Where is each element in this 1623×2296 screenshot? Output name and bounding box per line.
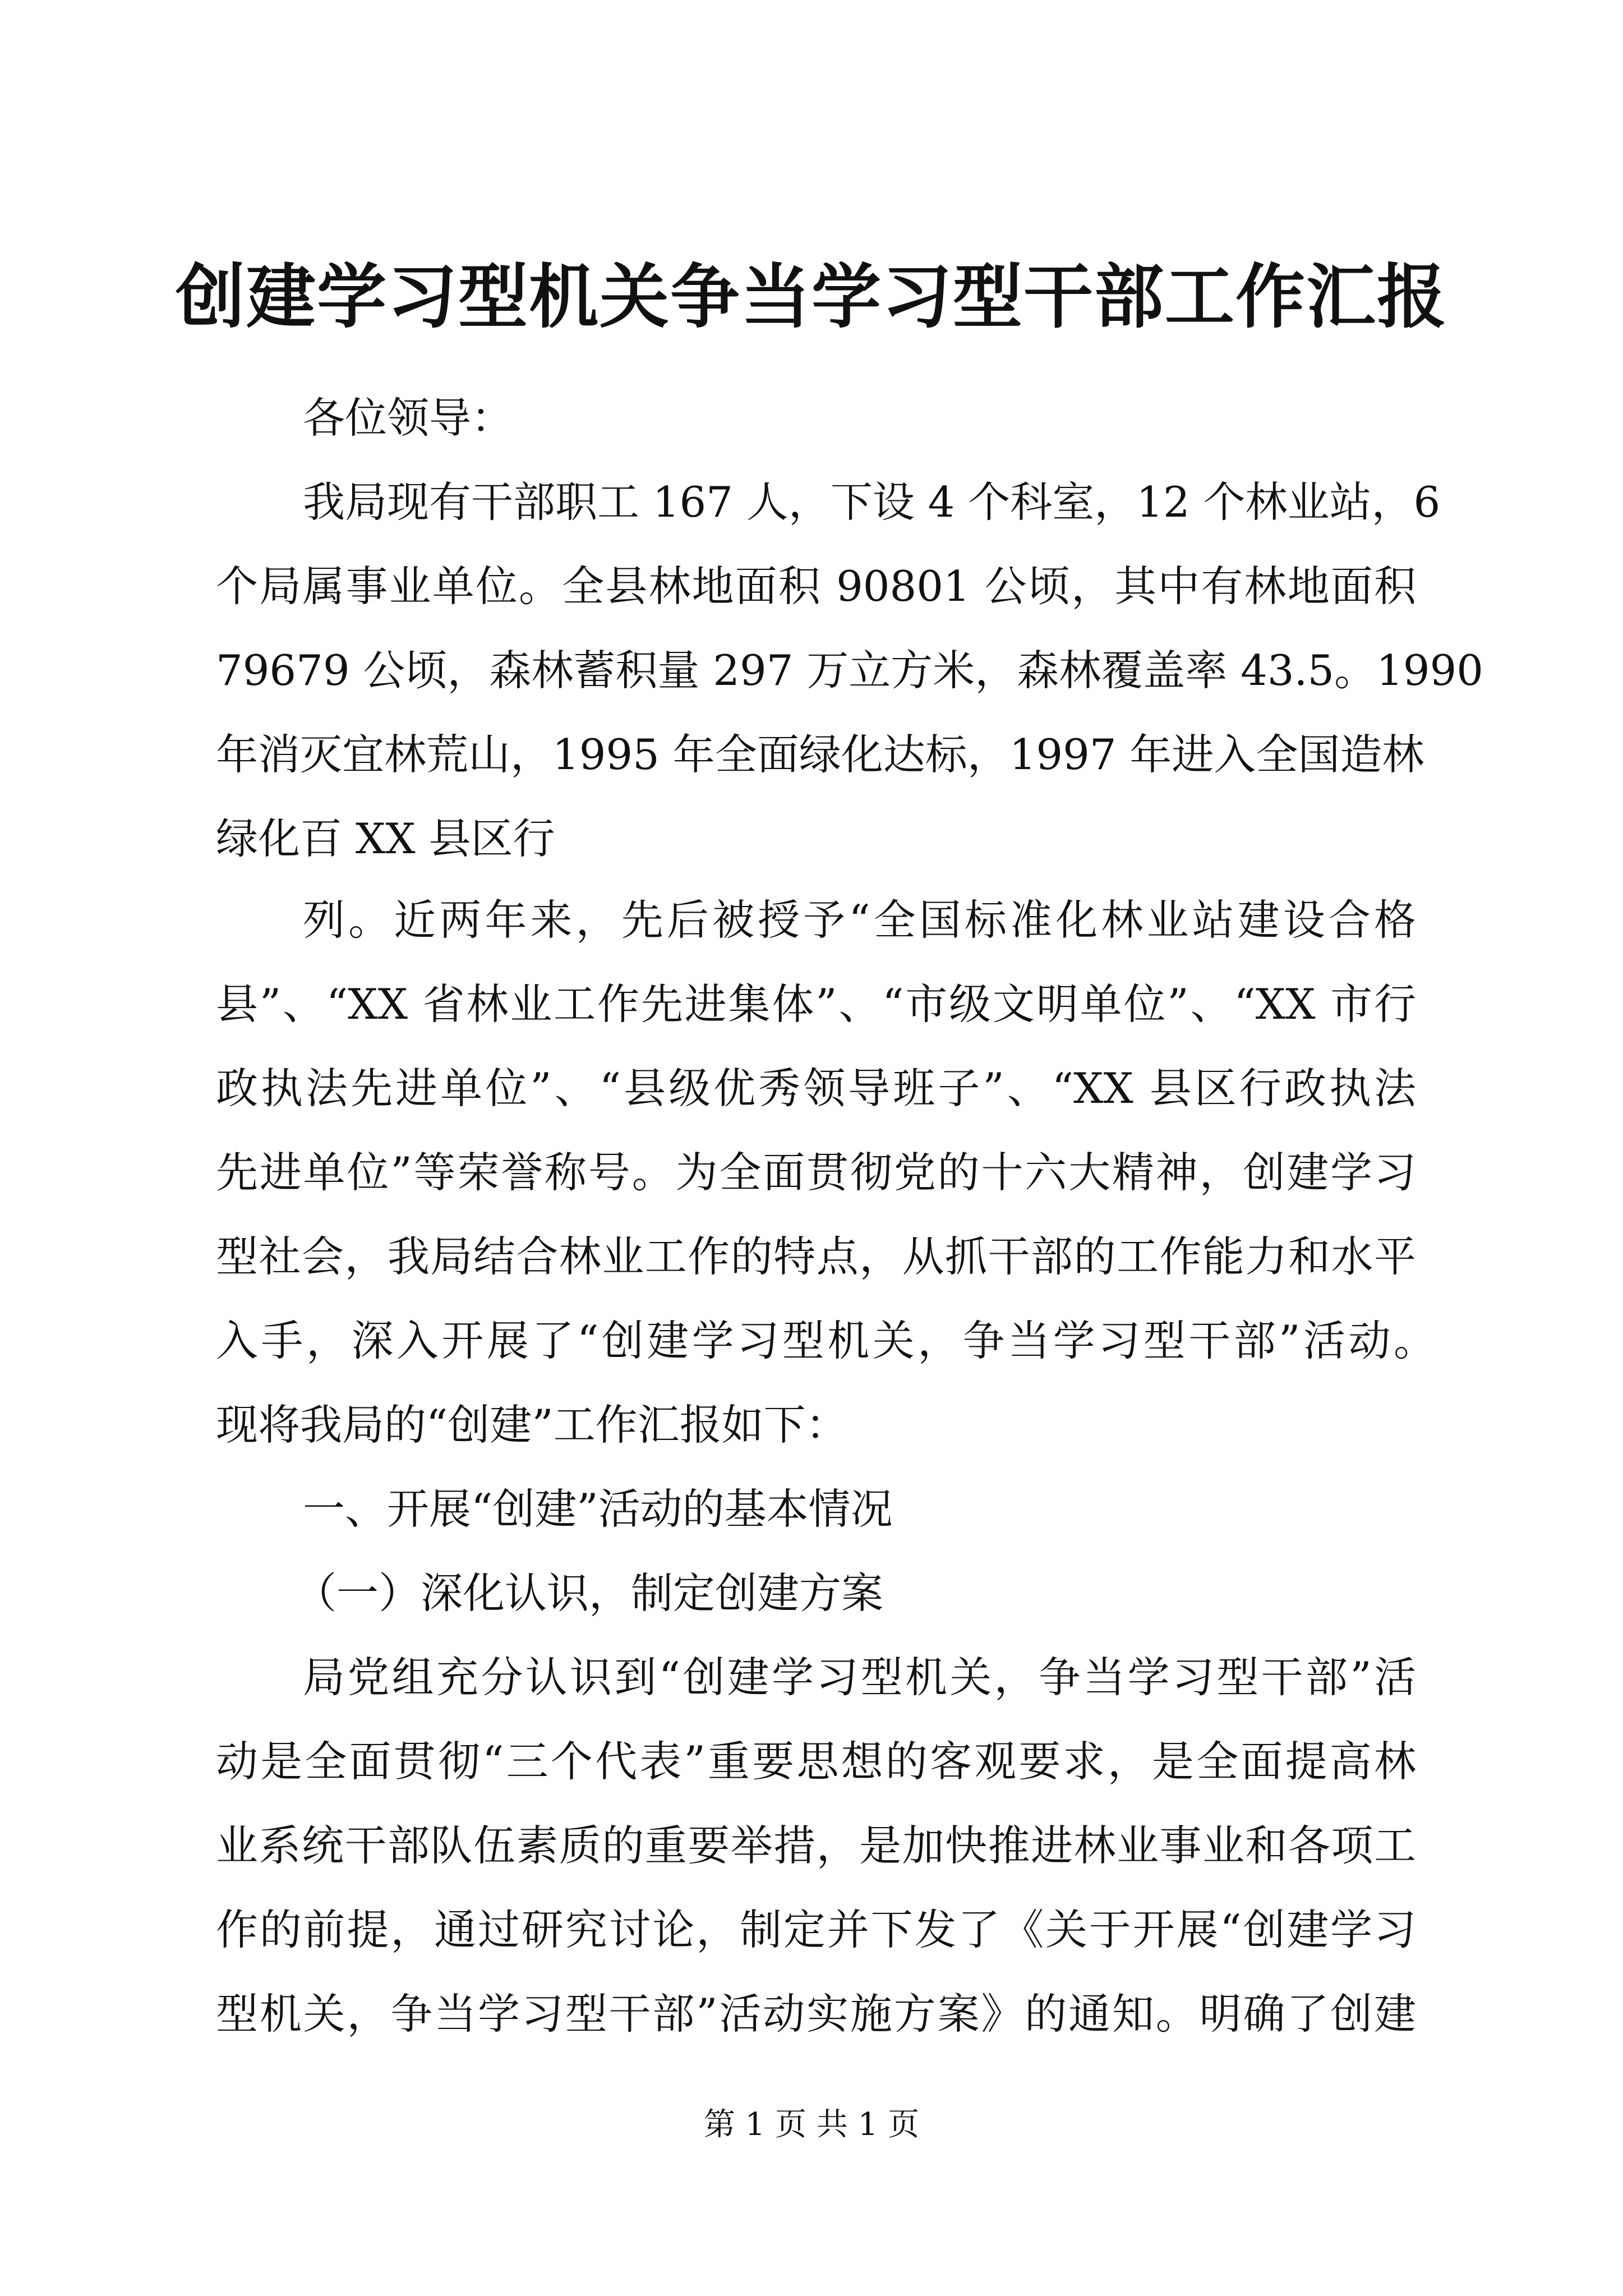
body-line: 型社会，我局结合林业工作的特点，从抓干部的工作能力和水平 [216, 1232, 1416, 1281]
page-number-footer: 第 1 页 共 1 页 [703, 2106, 920, 2143]
body-line: 政执法先进单位”、“县级优秀领导班子”、“XX 县区行政执法 [216, 1064, 1416, 1113]
body-line: 局党组充分认识到“创建学习型机关，争当学习型干部”活 [303, 1653, 1416, 1702]
body-line: 业系统干部队伍素质的重要举措，是加快推进林业事业和各项工 [216, 1821, 1416, 1870]
body-line: 先进单位”等荣誉称号。为全面贯彻党的十六大精神，创建学习 [216, 1148, 1416, 1197]
body-line: 作的前提，通过研究讨论，制定并下发了《关于开展“创建学习 [216, 1905, 1416, 1954]
salutation: 各位领导： [303, 393, 514, 443]
body-line: 动是全面贯彻“三个代表”重要思想的客观要求，是全面提高林 [216, 1737, 1416, 1786]
body-line: 县”、“XX 省林业工作先进集体”、“市级文明单位”、“XX 市行 [216, 979, 1416, 1029]
body-line: 列。近两年来，先后被授予“全国标准化林业站建设合格 [303, 895, 1416, 945]
body-line: 现将我局的“创建”工作汇报如下： [216, 1400, 848, 1450]
body-line: 绿化百 XX 县区行 [216, 814, 555, 863]
subsection-heading: （一）深化认识，制定创建方案 [294, 1568, 884, 1618]
body-line: 我局现有干部职工 167 人，下设 4 个科室，12 个林业站，6 [303, 477, 1441, 527]
body-line: 79679 公顷，森林蓄积量 297 万立方米，森林覆盖率 43.5。1990 [216, 646, 1483, 695]
section-heading: 一、开展“创建”活动的基本情况 [303, 1484, 893, 1534]
document-title: 创建学习型机关争当学习型干部工作汇报 [175, 256, 1447, 338]
body-line: 入手，深入开展了“创建学习型机关，争当学习型干部”活动。 [216, 1316, 1436, 1365]
body-line: 个局属事业单位。全县林地面积 90801 公顷，其中有林地面积 [216, 562, 1416, 611]
body-line: 年消灭宜林荒山，1995 年全面绿化达标，1997 年进入全国造林 [216, 730, 1424, 779]
body-line: 型机关，争当学习型干部”活动实施方案》的通知。明确了创建 [216, 1989, 1416, 2039]
